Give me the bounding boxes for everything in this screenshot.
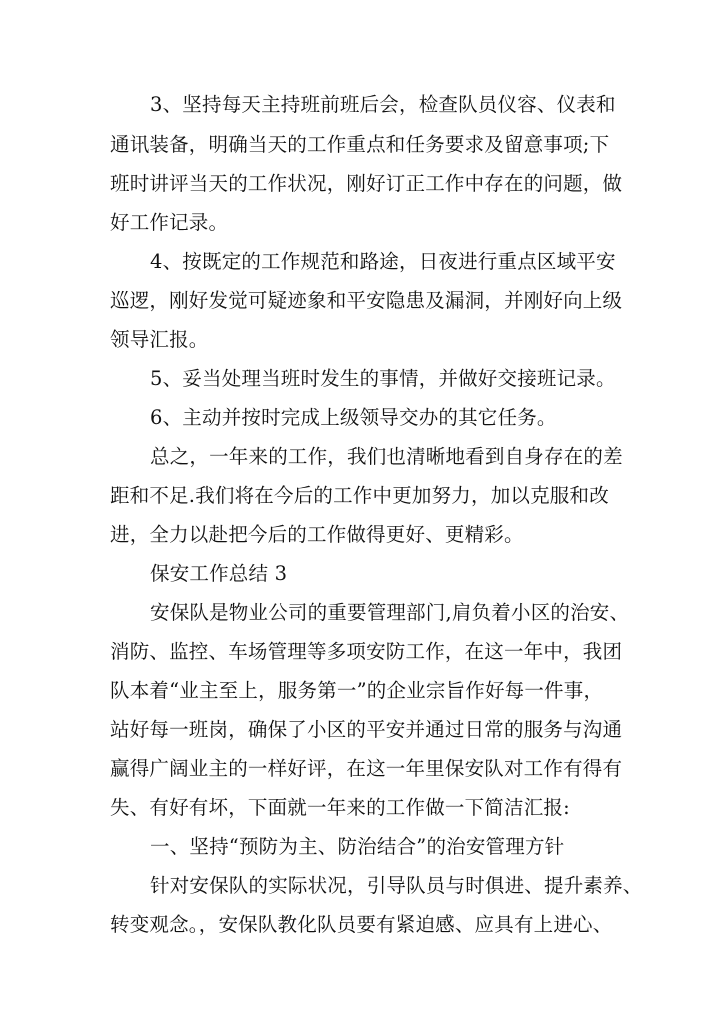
paragraph-5-line-1: 5、妥当处理当班时发生的事情，并做好交接班记录。 bbox=[150, 367, 616, 390]
paragraph-3-line-2: 通讯装备，明确当天的工作重点和任务要求及留意事项;下 bbox=[110, 133, 610, 156]
paragraph-6-line-1: 6、主动并按时完成上级领导交办的其它任务。 bbox=[150, 406, 557, 429]
paragraph-3-line-3: 班时讲评当天的工作状况，刚好订正工作中存在的问题，做 bbox=[110, 172, 623, 195]
intro-line-1: 安保队是物业公司的重要管理部门,肩负着小区的治安、 bbox=[150, 601, 630, 624]
intro-line-2: 消防、监控、车场管理等多项安防工作，在这一年中，我团 bbox=[110, 640, 623, 663]
paragraph-4-line-2: 巡逻，刚好发觉可疑迹象和平安隐患及漏洞，并刚好向上级 bbox=[110, 289, 623, 312]
intro-line-4: 站好每一班岗，确保了小区的平安并通过日常的服务与沟通 bbox=[110, 718, 623, 741]
summary-line-3: 进，全力以赴把今后的工作做得更好、更精彩。 bbox=[110, 523, 524, 546]
paragraph-3-line-1: 3、坚持每天主持班前班后会，检查队员仪容、仪表和 bbox=[150, 93, 616, 116]
intro-line-6: 失、有好有坏，下面就一年来的工作做一下简洁汇报: bbox=[110, 796, 570, 819]
subheading-1: 一、坚持“预防为主、防治结合”的治安管理方针 bbox=[150, 835, 565, 858]
body-line-2: 转变观念。，安保队教化队员要有紧迫感、应具有上进心、 bbox=[110, 913, 613, 936]
intro-line-3: 队本着“业主至上，服务第一”的企业宗旨作好每一件事， bbox=[110, 679, 604, 702]
section-heading: 保安工作总结 3 bbox=[150, 562, 288, 585]
intro-line-5: 赢得广阔业主的一样好评，在这一年里保安队对工作有得有 bbox=[110, 757, 623, 780]
paragraph-4-line-3: 领导汇报。 bbox=[110, 328, 209, 351]
paragraph-4-line-1: 4、按既定的工作规范和路途，日夜进行重点区域平安 bbox=[150, 250, 616, 273]
summary-line-2: 距和不足.我们将在今后的工作中更加努力，加以克服和改 bbox=[110, 484, 609, 507]
paragraph-3-line-4: 好工作记录。 bbox=[110, 211, 229, 234]
body-line-1: 针对安保队的实际状况，引导队员与时俱进、提升素养、 bbox=[150, 874, 643, 897]
summary-line-1: 总之，一年来的工作，我们也清晰地看到自身存在的差 bbox=[150, 445, 623, 468]
